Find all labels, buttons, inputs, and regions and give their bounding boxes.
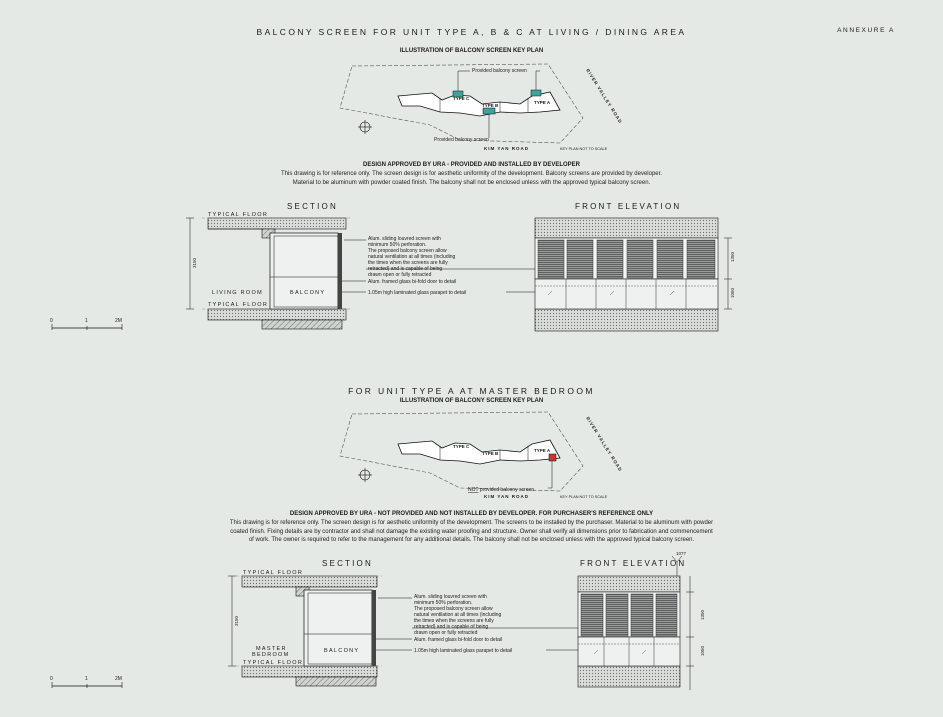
annotation-screen-line: drawn open or fully retracted [368, 272, 432, 278]
typical-floor-top-1: TYPICAL FLOOR [208, 212, 269, 218]
note-line: This drawing is for reference only. The screen design is for aesthetic uniformity of the development. Balcony screens are provided by developer. [281, 171, 662, 177]
typical-floor-bottom-1: TYPICAL FLOOR [208, 302, 269, 308]
section-drawing-1 [186, 212, 352, 329]
keyplan-2 [340, 412, 623, 499]
dim-height-1: 3150 [192, 257, 197, 268]
section-label-2: SECTION [322, 559, 373, 568]
front-elevation-1 [535, 218, 735, 331]
annotation-screen-line: minimum 50% perforation. [414, 600, 473, 606]
label-type-b: TYPE B [482, 103, 499, 108]
annexure-label: ANNEXURE A [837, 27, 895, 34]
label-provided-top: Provided balcony screen [472, 68, 527, 74]
note-line: coated finish. Fixing details are by contractor and shall not damage the existing water proofing and structure. Owner shall verify all dimensions prior to fabrication and commencement [230, 528, 713, 535]
screen-marker [483, 108, 495, 114]
annotation-screen-line: drawn open or fully retracted [414, 630, 478, 636]
elevation-label-1: FRONT ELEVATION [575, 202, 682, 211]
dim-elev-lower-1: 1050 [730, 287, 735, 298]
dim-elev-lower-2: 1050 [700, 645, 705, 656]
scale-zero: 0 [50, 318, 53, 324]
front-elevation-2 [578, 551, 705, 690]
part2-heading: FOR UNIT TYPE A AT MASTER BEDROOM [348, 386, 595, 396]
annotation-parapet-2: 1.05m high laminated glass parapet to detail [414, 648, 513, 654]
section-label-1: SECTION [287, 202, 338, 211]
balcony-label-2: BALCONY [324, 648, 360, 654]
scale-one: 1 [85, 318, 88, 324]
note-line: This drawing is for reference only. The screen design is for aesthetic uniformity of the development. The screens to be installed by the purchaser. Material to be aluminum with powder [229, 520, 714, 526]
room-label-2a: MASTER [256, 646, 287, 652]
label-not-to-scale: KEY PLAN NOT TO SCALE [560, 147, 608, 151]
keyplan-title-1: ILLUSTRATION OF BALCONY SCREEN KEY PLAN [399, 48, 544, 54]
label-type-c-2: TYPE C [453, 444, 470, 449]
label-not-to-scale-2: KEY PLAN NOT TO SCALE [560, 495, 608, 499]
typical-floor-bottom-2: TYPICAL FLOOR [243, 660, 304, 666]
annotation-screen-line: Alum. sliding louvred screen with [368, 236, 441, 242]
page-title: BALCONY SCREEN FOR UNIT TYPE A, B & C AT LIVING / DINING AREA [256, 27, 687, 37]
annotation-screen-line: minimum 50% perforation. [368, 242, 427, 248]
label-road-east-2: RIVER VALLEY ROAD [585, 415, 624, 473]
annotation-screen-line: retracted) and is capable of being [368, 266, 443, 272]
annotation-screen-line: natural ventilation at all times (including [414, 612, 502, 618]
annotations-1 [342, 236, 560, 296]
scale-bar-1 [50, 318, 122, 330]
label-type-c: TYPE C [453, 96, 470, 101]
label-type-a-2: TYPE A [534, 448, 551, 453]
note-line: of work. The owner is required to refer to the management for any additional details. The balcony shall not be enclosed unless with the approved typical balcony screen. [248, 537, 695, 543]
annotation-door-1: Alum. framed glass bi-fold door to detail [368, 279, 457, 285]
scale-bar-2 [50, 676, 122, 688]
typical-floor-top-2: TYPICAL FLOOR [243, 570, 304, 576]
room-label-1: LIVING ROOM [212, 290, 263, 296]
dim-height-2: 3150 [234, 615, 239, 626]
scale-two: 2M [115, 676, 122, 682]
screen-marker [531, 90, 541, 96]
elevation-label-2: FRONT ELEVATION [580, 559, 687, 568]
label-provided-bottom: Provided balcony screen [434, 137, 489, 143]
annotation-parapet-1: 1.05m high laminated glass parapet to detail [368, 290, 467, 296]
label-type-a: TYPE A [534, 100, 551, 105]
balcony-label-1: BALCONY [290, 290, 326, 296]
dim-elev-upper-2: 1350 [700, 609, 705, 620]
not-provided-marker [549, 454, 556, 461]
north-arrow-icon [358, 468, 372, 482]
label-not-provided: NOT provided balcony screen [468, 487, 535, 493]
annotation-door-2: Alum. framed glass bi-fold door to detail [414, 637, 503, 643]
dim-elev-top-2: 1077 [676, 551, 687, 556]
scale-two: 2M [115, 318, 122, 324]
north-arrow-icon [358, 120, 372, 134]
annotation-screen-line: natural ventilation at all times (including [368, 254, 456, 260]
annotation-screen-line: the times when the screens are fully [414, 618, 494, 624]
annotation-screen-line: Alum. sliding louvred screen with [414, 594, 487, 600]
label-road-south-2: KIM YAN ROAD [484, 494, 530, 499]
annotation-screen-line: The proposed balcony screen allow [414, 606, 493, 612]
design-title-2: DESIGN APPROVED BY URA - NOT PROVIDED AND NOT INSTALLED BY DEVELOPER. FOR PURCHASER'S REFERENCE ONLY [289, 511, 654, 517]
scale-one: 1 [85, 676, 88, 682]
dim-elev-upper-1: 1350 [730, 251, 735, 262]
label-road-south: KIM YAN ROAD [484, 146, 530, 151]
keyplan-title-2: ILLUSTRATION OF BALCONY SCREEN KEY PLAN [399, 398, 544, 404]
room-label-2b: BEDROOM [252, 652, 290, 658]
note-line: Material to be aluminum with powder coated finish. The balcony shall not be enclosed unless with the approved typical balcony screen. [292, 179, 651, 186]
design-title-1: DESIGN APPROVED BY URA - PROVIDED AND INSTALLED BY DEVELOPER [362, 162, 581, 168]
section-drawing-2 [228, 570, 382, 686]
scale-zero: 0 [50, 676, 53, 682]
annotation-screen-line: the times when the screens are fully [368, 260, 448, 266]
label-type-b-2: TYPE B [482, 451, 499, 456]
keyplan-1 [340, 64, 623, 151]
label-road-east: RIVER VALLEY ROAD [585, 67, 624, 125]
annotation-screen-line: The proposed balcony screen allow [368, 248, 447, 254]
annotation-screen-line: retracted) and is capable of being [414, 624, 489, 630]
